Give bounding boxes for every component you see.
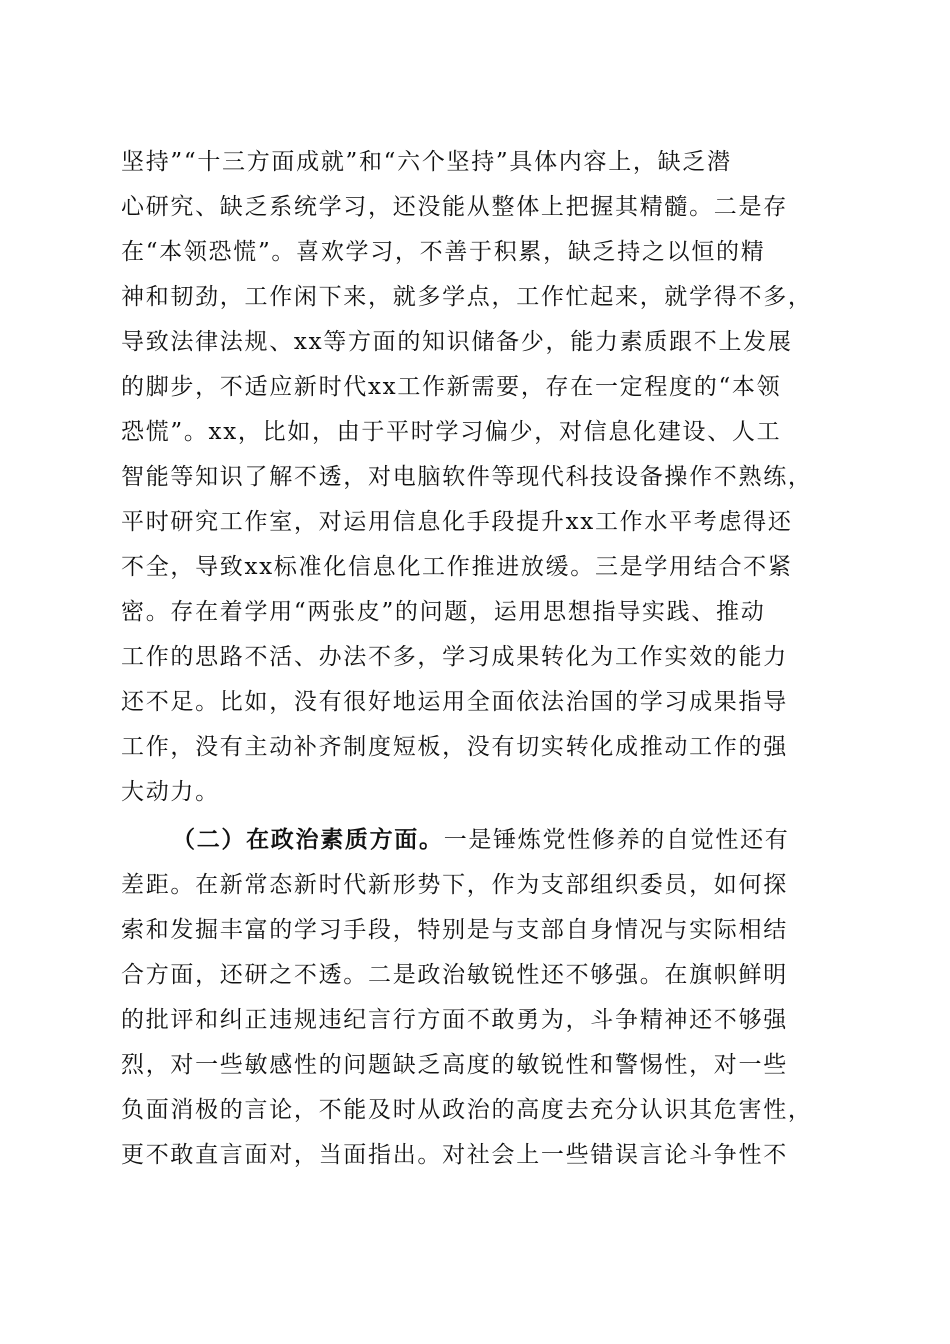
body-text-line: 神和韧劲，工作闲下来，就多学点，工作忙起来，就学得不多， [121,284,813,310]
body-text-line: 更不敢直言面对，当面指出。对社会上一些错误言论斗争性不 [121,1142,788,1168]
section-heading-continuation: 一是锤炼党性修养的自觉性还有 [443,827,790,853]
body-text-line: 不全，导致xx标准化信息化工作推进放缓。三是学用结合不紧 [121,554,793,580]
body-text-line: 平时研究工作室，对运用信息化手段提升xx工作水平考虑得还 [121,509,793,535]
body-text-line: 恐慌”。xx，比如，由于平时学习偏少，对信息化建设、人工 [121,419,782,445]
body-text-line: 烈，对一些敏感性的问题缺乏高度的敏锐性和警惕性，对一些 [121,1052,788,1078]
body-text-line: 大动力。 [121,779,220,805]
body-text-line: 密。存在着学用“两张皮”的问题，运用思想指导实践、推动 [121,599,766,625]
body-text-line: 的批评和纠正违规违纪言行方面不敢勇为，斗争精神还不够强 [121,1007,788,1033]
body-text-line: 心研究、缺乏系统学习，还没能从整体上把握其精髓。二是存 [121,194,788,220]
body-text-line: 负面消极的言论，不能及时从政治的高度去充分认识其危害性， [121,1097,813,1123]
body-text-line: 的脚步，不适应新时代xx工作新需要，存在一定程度的“本领 [121,374,782,400]
body-text-line: 坚持”“十三方面成就”和“六个坚持”具体内容上，缺乏潜 [121,149,732,175]
body-text-line: 工作，没有主动补齐制度短板，没有切实转化成推动工作的强 [121,734,788,760]
body-text-line: 索和发掘丰富的学习手段，特别是与支部自身情况与实际相结 [121,917,788,943]
body-text-line: 工作的思路不活、办法不多，学习成果转化为工作实效的能力 [121,644,788,670]
body-text-line: 还不足。比如，没有很好地运用全面依法治国的学习成果指导 [121,689,788,715]
body-text-line: 合方面，还研之不透。二是政治敏锐性还不够强。在旗帜鲜明 [121,962,788,988]
body-text-line: 在“本领恐慌”。喜欢学习，不善于积累，缺乏持之以恒的精 [121,239,766,265]
section-heading-line [172,820,831,860]
body-text-line: 智能等知识了解不透，对电脑软件等现代科技设备操作不熟练， [121,464,813,490]
body-text-line: 差距。在新常态新时代新形势下，作为支部组织委员，如何探 [121,872,788,898]
body-text-line: 导致法律法规、xx等方面的知识储备少，能力素质跟不上发展 [121,329,793,355]
section-heading: （二）在政治素质方面。 [172,826,444,853]
